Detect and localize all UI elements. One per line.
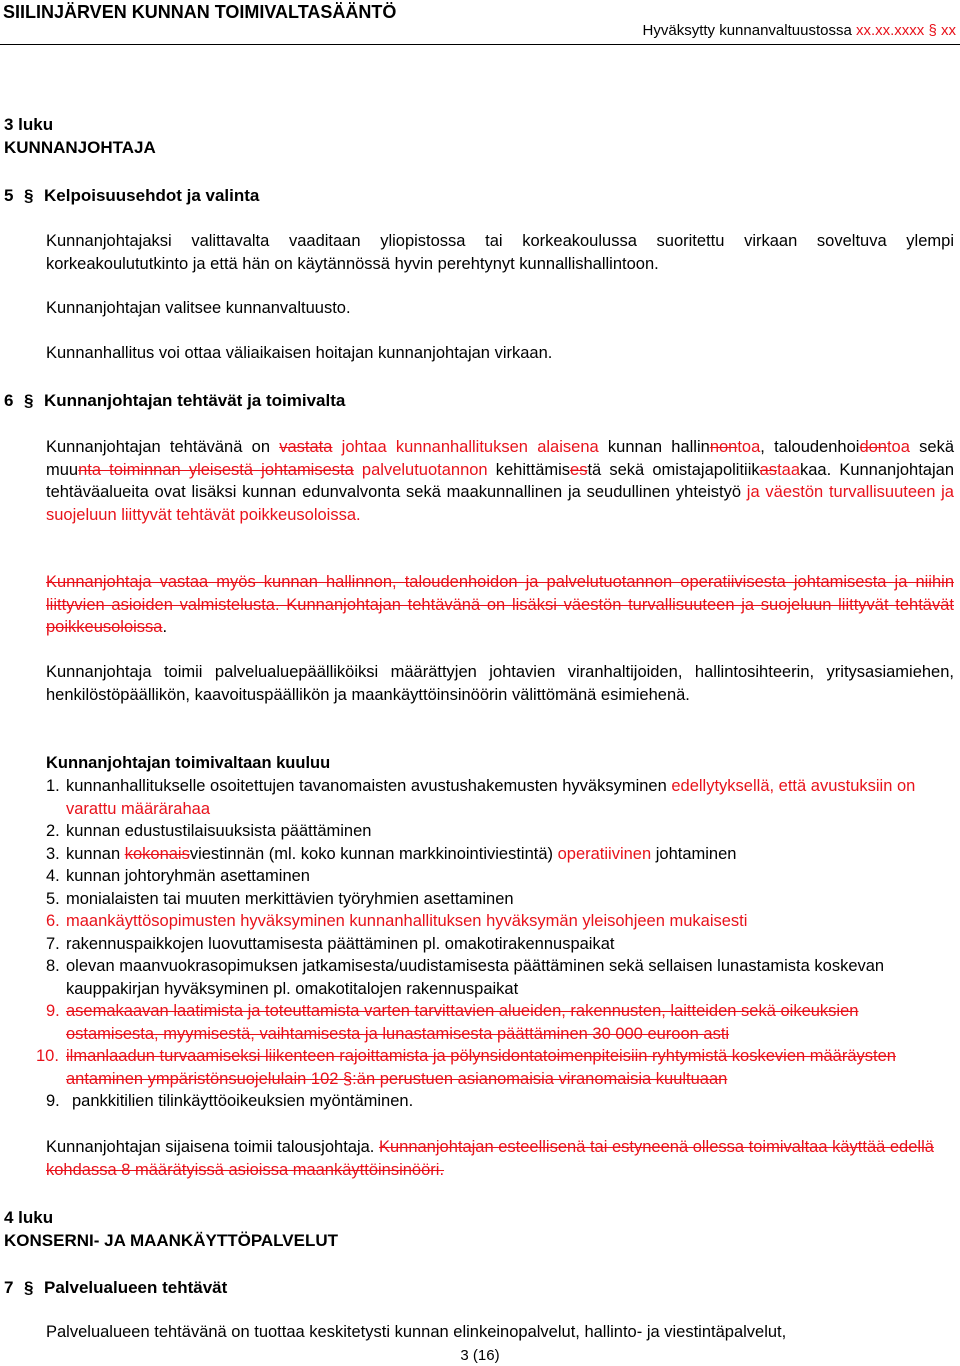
item-number: 9. <box>46 1002 60 1020</box>
deleted-text: Kunnanjohtaja vastaa myös kunnan hallinnon, taloudenhoidon ja palvelutuotannon operatiivisesta johtamisesta ja niihin liittyvien asioiden valmistelusta. Kunnanjohtajan tehtävänä on lisäksi väestön turvallisuuteen ja suojeluun liittyvät tehtävät poikkeusoloissa <box>46 573 954 636</box>
text: kehittämis <box>487 460 571 479</box>
item-number: 3. <box>46 844 60 863</box>
inserted-text: operatiivinen <box>557 844 652 863</box>
section-title: Kunnanjohtajan tehtävät ja toimivalta <box>44 391 346 410</box>
page-number: 3 (16) <box>460 1347 500 1364</box>
chapter-label: 3 luku <box>4 115 54 134</box>
section-number: 7 <box>4 1278 14 1297</box>
paragraph: Kunnanjohtajan valitsee kunnanvaltuusto. <box>46 299 351 317</box>
paragraph-supervision: Kunnanjohtaja toimii palvelualuepäälliköiksi määrättyjen johtavien viranhaltijoiden, hallintosihteerin, yritysasiamiehen, henkilöstöpäällikön, kaavoituspäällikön ja maankäyttöinsinöörin välittömänä esimiehenä. <box>46 663 954 704</box>
approval-section-sign: § <box>928 22 937 39</box>
section-sign: § <box>24 391 34 410</box>
paragraph-substitute <box>46 1136 954 1181</box>
list-item <box>46 910 954 933</box>
document-title: SIILINJÄRVEN KUNNAN TOIMIVALTASÄÄNTÖ <box>3 2 397 22</box>
item-text: kunnan edustustilaisuuksista päättäminen <box>66 822 372 840</box>
item-number: 8. <box>46 957 60 975</box>
approval-section: xx <box>941 22 956 39</box>
item-text: rakennuspaikkojen luovuttamisesta päättäminen pl. omakotirakennuspaikat <box>66 934 615 953</box>
section-sign: § <box>24 1278 34 1297</box>
inserted-text: edellytyksellä, että avustuksiin on varattu määrärahaa <box>66 777 916 818</box>
text: tä sekä omistajapolitiik <box>587 460 760 479</box>
text: Kunnanjohtajan sijaisena toimii talousjohtaja. <box>46 1138 379 1156</box>
list-item <box>46 1090 954 1113</box>
list-item <box>46 865 954 888</box>
item-text: maankäyttösopimusten hyväksyminen kunnanhallituksen hyväksymän yleisohjeen mukaisesti <box>66 912 748 930</box>
list-item <box>46 1000 954 1045</box>
authority-list <box>36 775 954 1113</box>
text: , taloudenhoi <box>760 438 860 456</box>
section-heading <box>4 184 259 207</box>
item-text: olevan maanvuokrasopimuksen jatkamisesta/uudistamisesta päättäminen sekä sellaisen lunastamista koskevan kauppakirjan hyväksyminen pl. omakotitalojen rakennuspaikat <box>66 957 885 998</box>
section-heading <box>4 389 345 412</box>
inserted-text: toa <box>737 438 761 456</box>
list-item <box>36 1045 954 1090</box>
item-text: ilmanlaadun turvaamiseksi liikenteen rajoittamista ja pölynsidontatoimenpiteisiin ryhtymistä koskevien määräysten antaminen ympäristönsuojelulain 102 §:än perustuen asianomaisia viranomaisia kuultuaan <box>66 1047 896 1088</box>
item-text: kunnan johtoryhmän asettaminen <box>66 867 310 885</box>
deleted-text: non <box>709 438 738 456</box>
item-number: 6. <box>46 912 60 930</box>
inserted-text: toa <box>886 438 910 456</box>
deleted-text: nta toiminnan yleisestä johtamisesta <box>78 460 354 479</box>
chapter-label: 4 luku <box>4 1208 54 1227</box>
inserted-text: palvelutuotannon <box>353 460 488 479</box>
deleted-text: Kunnanjohtajan esteellisenä tai estyneenä ollessa toimivaltaa käyttää edellä kohdassa 8 määrätyissä asioissa maankäyttöinsinööri. <box>46 1138 934 1179</box>
inserted-text: johtaa kunnanhallituksen alaisena <box>332 438 599 456</box>
text: kaa. Kunnanjohtajan tehtäväalueita ovat lisäksi kunnan edunvalvonta sekä maakunnallinen ja seudullinen yhteistyö <box>46 460 954 501</box>
list-item <box>46 820 954 843</box>
list-item <box>46 955 954 1000</box>
item-text: kunnanhallitukselle osoitettujen tavanomaisten avustushakemusten hyväksyminen <box>66 777 672 795</box>
deleted-text: es <box>570 460 588 479</box>
section-heading <box>4 1276 227 1299</box>
section-sign: § <box>24 186 34 205</box>
paragraph-tasks <box>46 436 954 526</box>
section-number: 6 <box>4 391 14 410</box>
approval-prefix: Hyväksytty kunnanvaltuustossa <box>642 22 856 39</box>
chapter-title: KUNNANJOHTAJA <box>4 138 156 157</box>
inserted-text: ja väestön turvallisuuteen ja suojeluun liittyvät tehtävät poikkeusoloissa. <box>46 483 954 524</box>
item-number: 9. <box>46 1092 60 1110</box>
list-item <box>46 933 954 956</box>
deleted-text: don <box>859 438 887 456</box>
chapter-title: KONSERNI- JA MAANKÄYTTÖPALVELUT <box>4 1231 339 1250</box>
section-number: 5 <box>4 186 14 205</box>
approval-date: xx.xx.xxxx <box>855 22 925 39</box>
item-number: 10. <box>36 1047 59 1065</box>
item-text: kunnan <box>66 844 125 863</box>
item-text: johtaminen <box>651 844 737 863</box>
paragraph: Kunnanjohtajaksi valittavalta vaaditaan yliopistossa tai korkeakoulussa suoritettu virkaan soveltuva ylempi korkeakoulututkinto ja että hän on käytännössä hyvin perehtynyt kunnallishallintoon. <box>46 232 954 273</box>
list-item <box>46 888 954 911</box>
inserted-text: taa <box>777 460 800 479</box>
text: kunnan hallin <box>598 438 710 456</box>
item-text: pankkitilien tilinkäyttöoikeuksien myöntäminen. <box>72 1092 414 1110</box>
header-rule <box>0 44 960 45</box>
text: sekä muu <box>46 438 954 479</box>
item-text: monialaisten tai muuten merkittävien työryhmien asettaminen <box>66 889 514 908</box>
paragraph: Kunnanhallitus voi ottaa väliaikaisen hoitajan kunnanjohtajan virkaan. <box>46 344 553 362</box>
item-number: 4. <box>46 867 60 885</box>
paragraph: Palvelualueen tehtävänä on tuottaa keskitetysti kunnan elinkeinopalvelut, hallinto- ja viestintäpalvelut, <box>46 1323 787 1341</box>
text: Kunnanjohtajan tehtävänä on <box>46 438 280 456</box>
item-text: viestinnän (ml. koko kunnan markkinointiviestintä) <box>189 844 558 863</box>
item-number: 7. <box>46 934 60 953</box>
list-item <box>46 775 954 820</box>
section-title: Kelpoisuusehdot ja valinta <box>44 186 260 205</box>
section-title: Palvelualueen tehtävät <box>44 1278 228 1297</box>
text: . <box>162 618 168 636</box>
deleted-text: as <box>759 460 778 479</box>
item-number: 1. <box>46 777 60 795</box>
item-number: 5. <box>46 889 60 908</box>
item-number: 2. <box>46 822 60 840</box>
deleted-text: vastata <box>279 438 333 456</box>
list-heading: Kunnanjohtajan toimivaltaan kuuluu <box>46 754 331 772</box>
list-item <box>46 843 954 866</box>
approval-note <box>643 21 956 41</box>
item-text: asemakaavan laatimista ja toteuttamista varten tarvittavien alueiden, rakennusten, laitteiden sekä oikeuksien ostamisesta, myymisestä, vaihtamisesta ja lunastamisesta päättäminen 30 000 euroon asti <box>66 1002 859 1043</box>
paragraph-deleted <box>46 571 954 639</box>
deleted-text: kokonais <box>124 844 190 863</box>
